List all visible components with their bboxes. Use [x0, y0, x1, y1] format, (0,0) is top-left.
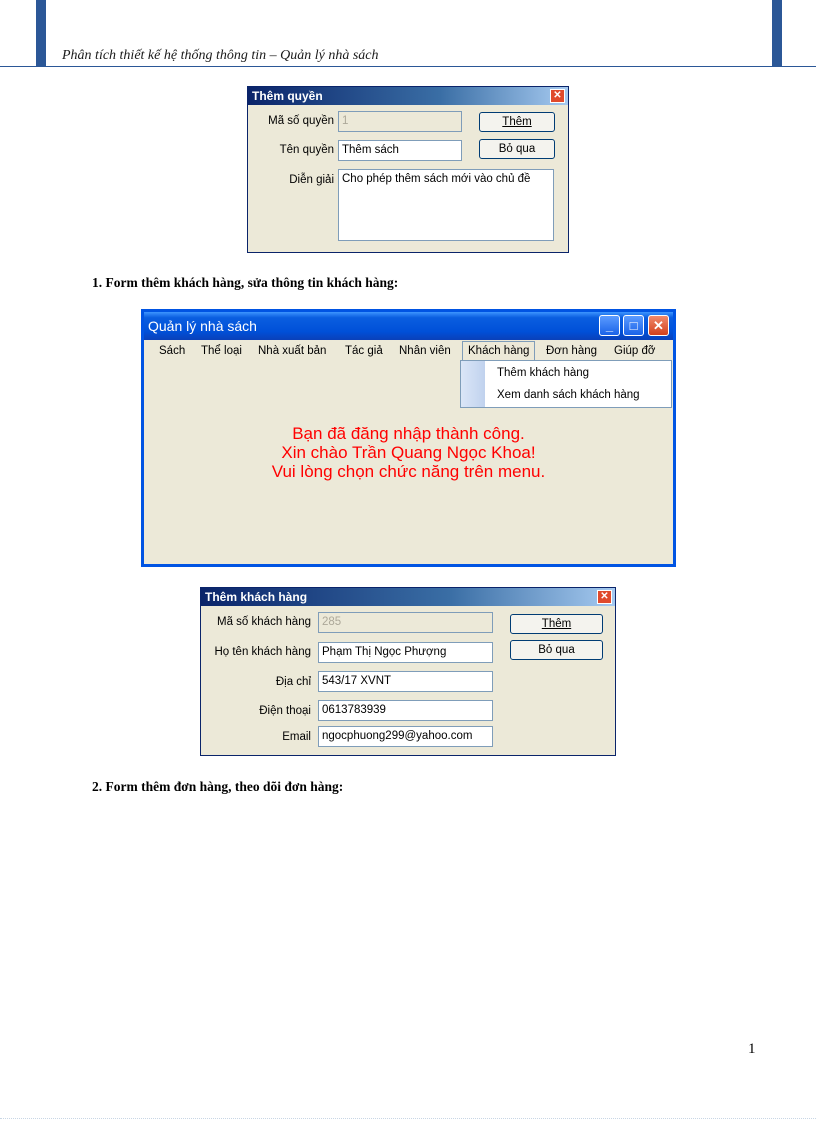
menu-item-khach-hang[interactable]: Khách hàng: [462, 341, 535, 361]
menu-item-sach[interactable]: Sách: [159, 345, 186, 357]
customer-email-field[interactable]: ngocphuong299@yahoo.com: [318, 726, 493, 747]
dropdown-item-add-customer[interactable]: Thêm khách hàng: [497, 367, 590, 379]
dialog-title: Thêm quyền: [252, 89, 323, 103]
add-button-label: Thêm: [541, 618, 572, 630]
skip-button-label: Bỏ qua: [498, 143, 536, 155]
greeting-line-1: Bạn đã đăng nhập thành công.: [292, 424, 525, 443]
menu-item-the-loai[interactable]: Thể loại: [201, 345, 242, 357]
customer-name-field[interactable]: Phạm Thị Ngọc Phượng: [318, 642, 493, 663]
customer-address-label: Địa chỉ: [275, 676, 311, 688]
customer-phone-label: Điện thoại: [259, 705, 311, 717]
main-window-title: Quản lý nhà sách: [148, 318, 257, 334]
add-button-label: Thêm: [502, 116, 532, 128]
menu-bar: [144, 340, 673, 362]
dropdown-item-list-customers[interactable]: Xem danh sách khách hàng: [497, 389, 640, 401]
permission-id-label: Mã số quyền: [268, 115, 334, 127]
customer-phone-field[interactable]: 0613783939: [318, 700, 493, 721]
minimize-icon[interactable]: _: [599, 315, 620, 336]
add-button[interactable]: [479, 112, 555, 132]
menu-item-giup-do[interactable]: Giúp đỡ: [614, 345, 656, 357]
page-header-title: Phân tích thiết kế hệ thống thông tin – Quản lý nhà sách: [62, 48, 379, 63]
greeting-line-3: Vui lòng chọn chức năng trên menu.: [271, 462, 546, 481]
dialog-titlebar: [201, 588, 615, 606]
skip-button-label: Bỏ qua: [538, 644, 575, 656]
customer-id-label: Mã số khách hàng: [217, 616, 311, 628]
header-accent-right: [772, 0, 782, 66]
menu-item-nhan-vien[interactable]: Nhân viên: [399, 345, 451, 357]
skip-button[interactable]: [479, 139, 555, 159]
header-divider: [0, 66, 816, 67]
page-number: 1: [748, 1041, 756, 1057]
footer-divider: [0, 1118, 816, 1119]
customer-email-label: Email: [282, 731, 311, 743]
add-customer-dialog: [200, 587, 616, 756]
header-accent-left: [36, 0, 46, 66]
permission-id-field[interactable]: 1: [338, 111, 462, 132]
customer-id-field[interactable]: 285: [318, 612, 493, 633]
close-icon[interactable]: ✕: [648, 315, 669, 336]
permission-name-field[interactable]: Thêm sách: [338, 140, 462, 161]
permission-name-label: Tên quyền: [279, 144, 334, 156]
section-heading-2: 2. Form thêm đơn hàng, theo dõi đơn hàng:: [92, 779, 344, 794]
menu-item-nha-xuat-ban[interactable]: Nhà xuất bản: [258, 345, 327, 357]
main-app-window: [141, 309, 676, 567]
permission-desc-field[interactable]: Cho phép thêm sách mới vào chủ đề: [338, 169, 554, 241]
dialog-titlebar: [248, 87, 568, 105]
main-titlebar: [144, 312, 673, 340]
close-icon[interactable]: ✕: [550, 89, 565, 103]
section-heading-1: 1. Form thêm khách hàng, sửa thông tin khách hàng:: [92, 275, 399, 290]
customer-dropdown-menu: [460, 360, 672, 408]
dropdown-icon-strip: [461, 361, 485, 407]
maximize-icon[interactable]: □: [623, 315, 644, 336]
menu-item-tac-gia[interactable]: Tác giả: [345, 345, 383, 357]
customer-address-field[interactable]: 543/17 XVNT: [318, 671, 493, 692]
skip-button[interactable]: [510, 640, 603, 660]
customer-name-label: Họ tên khách hàng: [214, 646, 311, 658]
greeting-line-2: Xin chào Trần Quang Ngọc Khoa!: [281, 443, 536, 462]
add-button[interactable]: [510, 614, 603, 634]
dialog-title: Thêm khách hàng: [205, 590, 308, 604]
menu-item-don-hang[interactable]: Đơn hàng: [546, 345, 598, 357]
add-permission-dialog: [247, 86, 569, 253]
close-icon[interactable]: ✕: [597, 590, 612, 604]
permission-desc-label: Diễn giải: [289, 174, 334, 186]
